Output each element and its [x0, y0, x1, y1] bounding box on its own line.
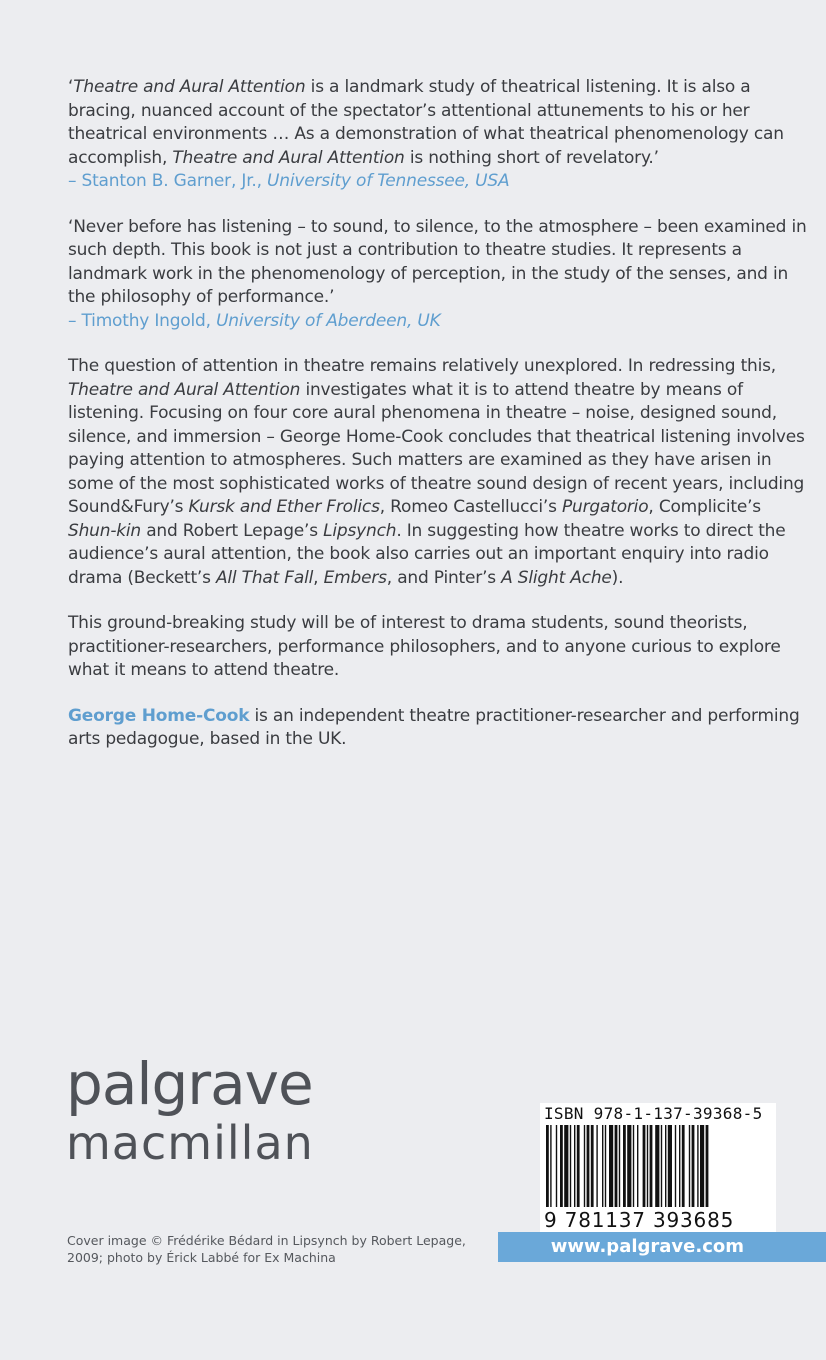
quote-text: is a landmark study of theatrical listening. It is also a bracing, nuanced account of the spectator’s attentional attunements to his or her theatrical environments … As a demonstration of what theatrical phenomenology can accomplish,: [68, 77, 784, 168]
barcode-bars: [540, 1125, 776, 1211]
italic-text: Embers: [323, 567, 387, 588]
barcode-bar: [700, 1125, 704, 1207]
barcode-bar: [596, 1125, 597, 1207]
book-description: [68, 355, 810, 590]
attribution-name: – Timothy Ingold,: [68, 310, 217, 331]
barcode-bar: [675, 1125, 676, 1207]
barcode-bar: [556, 1125, 557, 1207]
text: , and Pinter’s: [386, 567, 502, 588]
barcode-bar: [619, 1125, 620, 1207]
italic-text: A Slight Ache: [501, 567, 612, 588]
barcode-bar: [661, 1125, 662, 1207]
text: investigates what it is to attend theatre by means of listening. Focusing on four core aural phenomena in theatre – noise, designed sound, silence, and immersion – George Home-Cook concludes that theatrical listening involves paying attention to atmospheres. Such matters are examined as they have arisen in some of the most sophisticated works of theatre sound design of recent years, including Sound&Fury’s: [68, 379, 805, 517]
barcode-bar: [577, 1125, 580, 1207]
barcode-bar: [546, 1125, 549, 1207]
ean-number: 9 781137 393685: [544, 1208, 735, 1232]
barcode-bar: [584, 1125, 585, 1207]
author-bio: [68, 705, 810, 752]
attribution-name: – Stanton B. Garner, Jr.,: [68, 171, 268, 191]
barcode-bar: [605, 1125, 606, 1207]
text: , Complicite’s: [648, 497, 761, 517]
text: ,: [313, 567, 324, 588]
barcode-bar: [587, 1125, 590, 1207]
book-title-italic: Theatre and Aural Attention: [73, 77, 306, 97]
italic-text: Shun-kin: [68, 520, 141, 541]
barcode-bar: [574, 1125, 575, 1207]
isbn-barcode: [540, 1103, 776, 1232]
quote-open: ‘: [68, 77, 74, 97]
audience-paragraph: This ground-breaking study will be of interest to drama students, sound theorists, practitioner-researchers, performance philosophers, and to anyone curious to explore what it means to attend theatre.: [68, 613, 781, 680]
italic-text: Theatre and Aural Attention: [68, 379, 301, 400]
isbn-text: ISBN 978-1-137-39368-5: [544, 1104, 763, 1123]
review-quote-1: [68, 76, 810, 194]
text: The question of attention in theatre remains relatively unexplored. In redressing this,: [68, 356, 777, 376]
review-quote-2: [68, 216, 810, 334]
italic-text: Purgatorio: [562, 497, 649, 517]
italic-text: Lipsynch: [323, 520, 397, 541]
author-name: George Home-Cook: [68, 705, 250, 726]
barcode-bar: [615, 1125, 618, 1207]
barcode-bar: [647, 1125, 648, 1207]
cover-image-credit: Cover image © Frédérike Bédard in Lipsynch by Robert Lepage, 2009; photo by Érick Labbé for Ex Machina: [67, 1233, 466, 1265]
back-cover-text: [68, 76, 810, 774]
italic-text: All That Fall: [215, 567, 314, 588]
book-title-italic: Theatre and Aural Attention: [172, 147, 405, 168]
text: and Robert Lepage’s: [141, 520, 324, 541]
quote-text: ‘Never before has listening – to sound, to silence, to the atmosphere – been examined in such depth. This book is not just a contribution to theatre studies. It represents a landmark work in the phenomenology of perception, in the study of the senses, and in the philosophy of performance.’: [68, 216, 807, 307]
barcode-bar: [668, 1125, 672, 1207]
barcode-bar: [682, 1125, 685, 1207]
publisher-website: www.palgrave.com: [498, 1232, 826, 1262]
barcode-bar: [697, 1125, 698, 1207]
barcode-bar: [679, 1125, 680, 1207]
barcode-bar: [609, 1125, 613, 1207]
barcode-bar: [570, 1125, 571, 1207]
text: . In suggesting how theatre works to direct the audience’s aural attention, the book also carries out an important enquiry into radio drama (Beckett’s: [68, 520, 786, 588]
barcode-bar: [633, 1125, 634, 1207]
publisher-logo-line1: palgrave: [66, 1050, 313, 1118]
quote-text: is nothing short of revelatory.’: [404, 147, 659, 168]
barcode-bar: [689, 1125, 690, 1207]
barcode-bar: [650, 1125, 653, 1207]
quote-attribution: [68, 170, 810, 194]
barcode-bar: [564, 1125, 568, 1207]
barcode-bar: [643, 1125, 646, 1207]
barcode-bar: [623, 1125, 626, 1207]
barcode-bar: [706, 1125, 709, 1207]
barcode-bar: [550, 1125, 551, 1207]
attribution-affiliation: University of Aberdeen, UK: [216, 310, 441, 331]
text: ).: [611, 567, 624, 588]
italic-text: Kursk and Ether Frolics: [188, 497, 380, 517]
barcode-bar: [655, 1125, 659, 1207]
barcode-bar: [560, 1125, 563, 1207]
barcode-bar: [627, 1125, 631, 1207]
publisher-logo: [66, 1052, 314, 1170]
text: , Romeo Castellucci’s: [379, 497, 562, 517]
attribution-affiliation: University of Tennessee, USA: [267, 171, 510, 191]
barcode-bar: [692, 1125, 695, 1207]
author-bio-text: is an independent theatre practitioner-researcher and performing arts pedagogue, based in the UK.: [68, 705, 800, 749]
publisher-logo-line2: macmillan: [66, 1116, 314, 1170]
barcode-bar: [665, 1125, 666, 1207]
barcode-bar: [591, 1125, 594, 1207]
quote-attribution: [68, 310, 810, 334]
barcode-bar: [602, 1125, 603, 1207]
barcode-bar: [637, 1125, 638, 1207]
